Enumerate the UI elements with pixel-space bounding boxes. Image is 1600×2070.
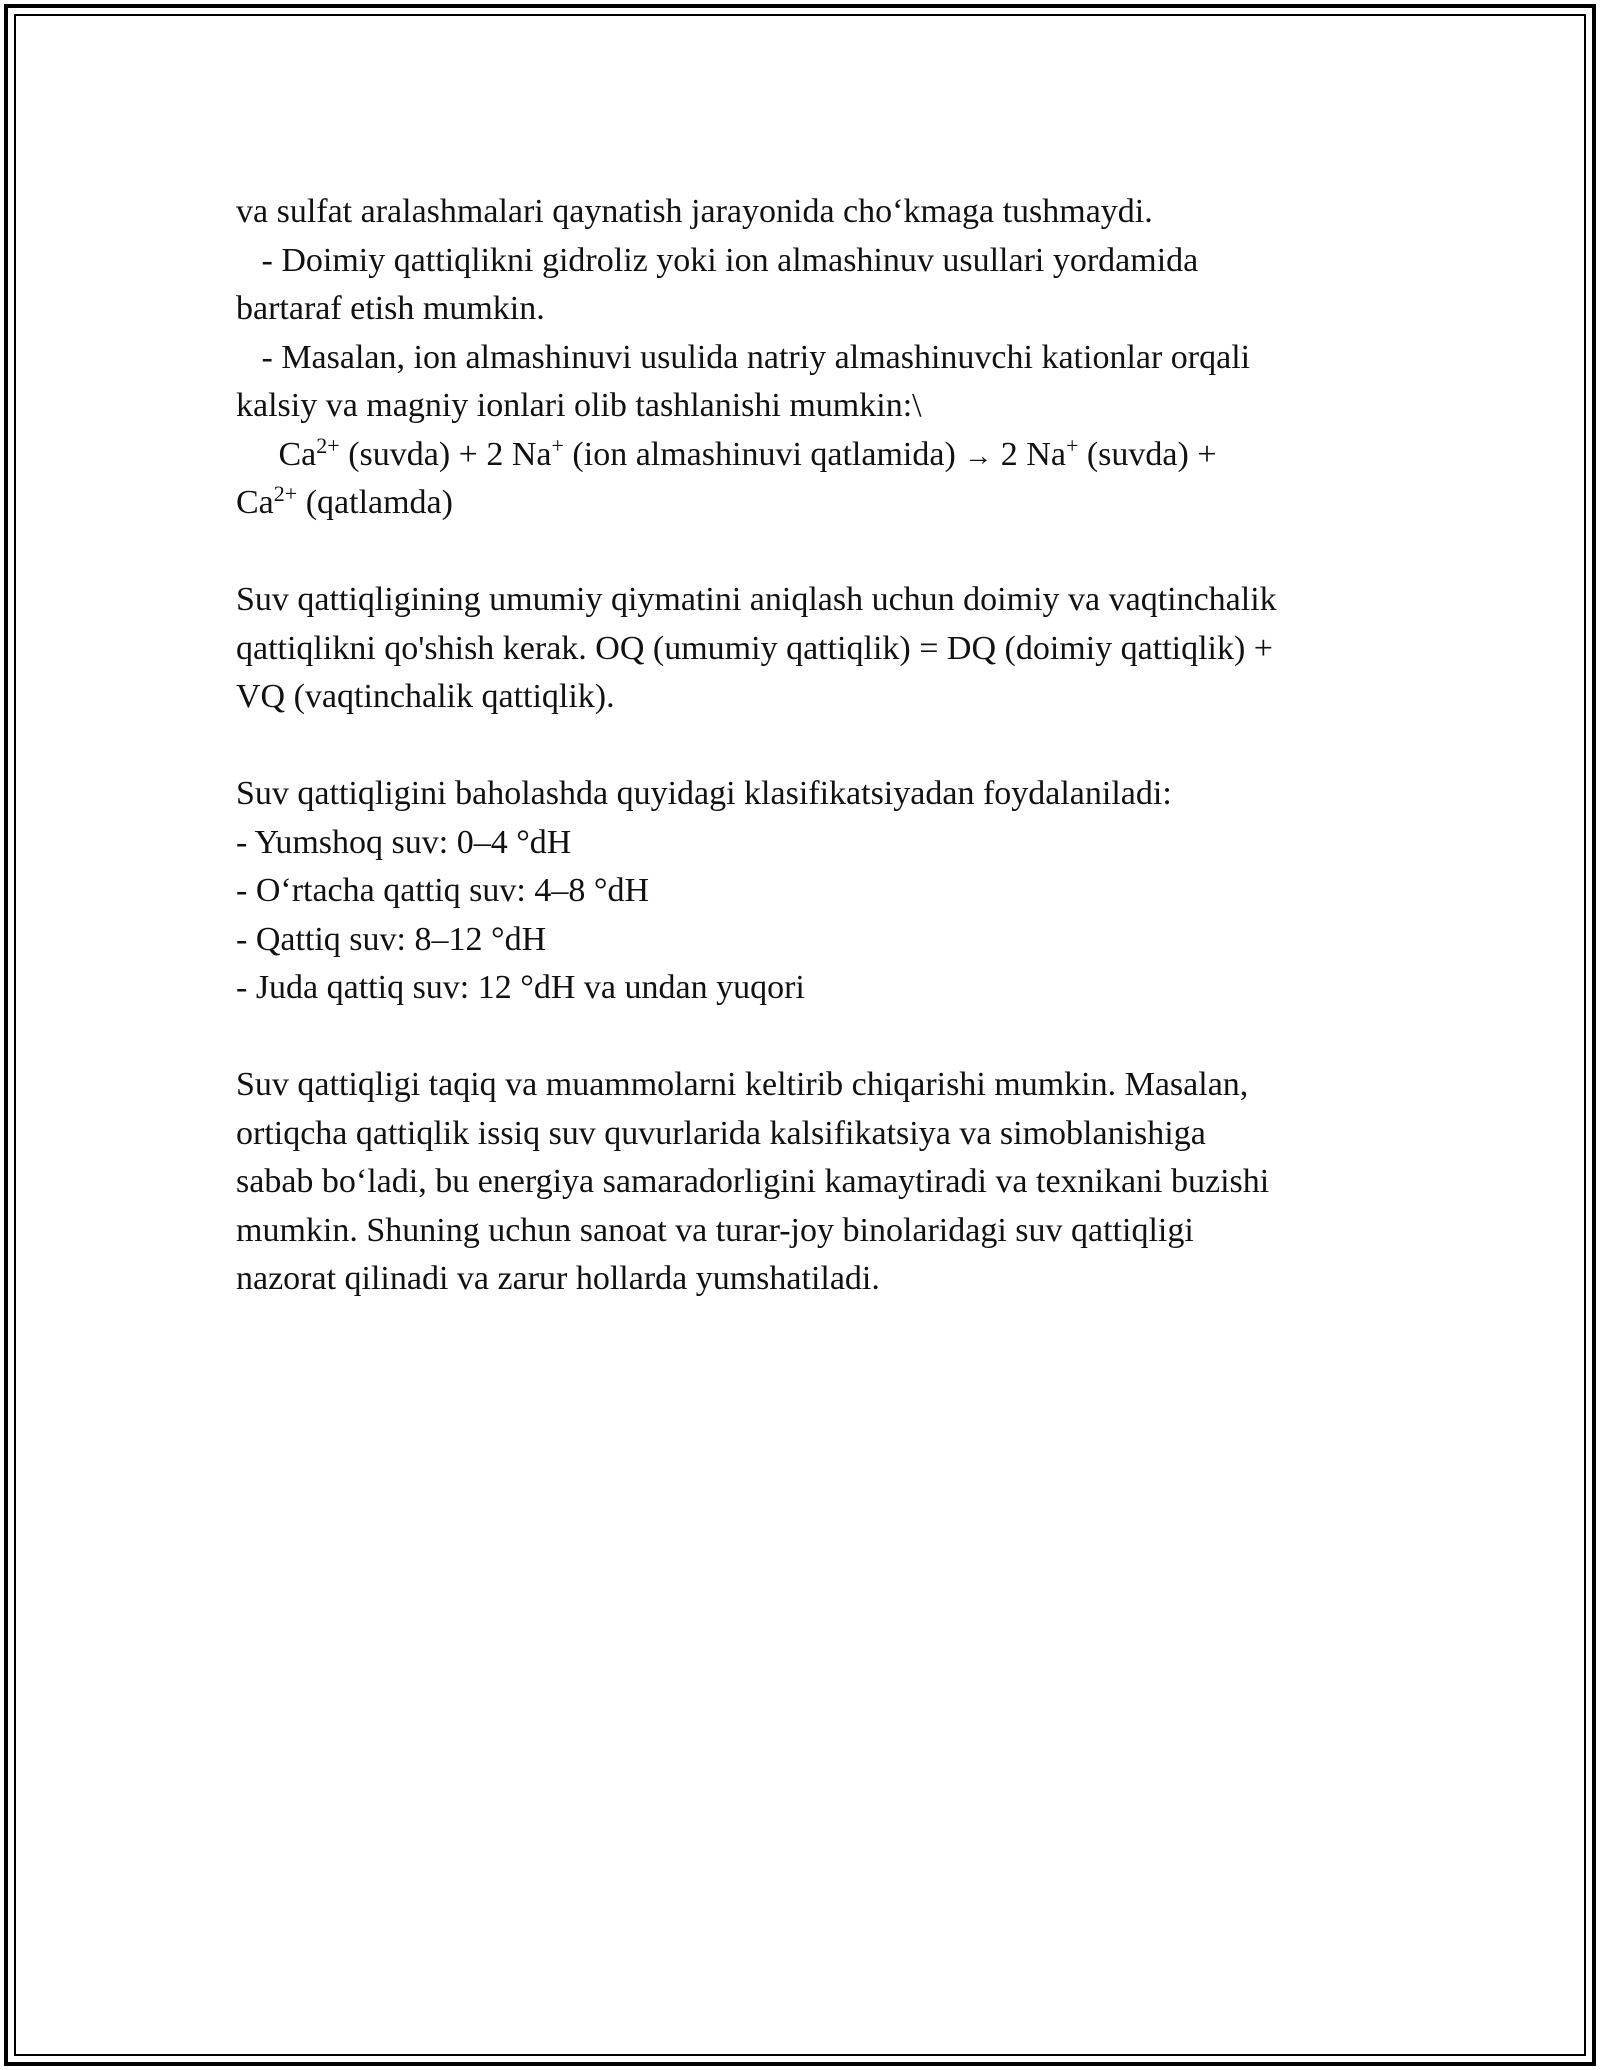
text-line: nazorat qilinadi va zarur hollarda yumshatiladi.: [236, 1260, 880, 1297]
equation-part5: (qatlamda): [297, 484, 453, 521]
text-line: Suv qattiqligi taqiq va muammolarni keltirib chiqarishi mumkin. Masalan,: [236, 1066, 1249, 1103]
equation-ca-2: Ca: [236, 484, 274, 521]
text-line: Suv qattiqligining umumiy qiymatini aniqlash uchun doimiy va vaqtinchalik: [236, 581, 1277, 618]
text-line: - Masalan, ion almashinuvi usulida natriy almashinuvchi kationlar orqali: [236, 338, 1251, 376]
text-line: sabab bo‘ladi, bu energiya samaradorligini kamaytiradi va texnikani buzishi: [236, 1163, 1270, 1200]
list-item: - Yumshoq suv: 0–4 °dH: [236, 823, 572, 861]
text-line: va sulfat aralashmalari qaynatish jarayonida cho‘kmaga tushmaydi.: [236, 193, 1153, 230]
classification-intro: Suv qattiqligini baholashda quyidagi klasifikatsiyadan foydalaniladi:: [236, 775, 1172, 812]
list-item: - Qattiq suv: 8–12 °dH: [236, 920, 547, 958]
equation-part1: (suvda) + 2 Na: [339, 435, 552, 473]
text-line: mumkin. Shuning uchun sanoat va turar-joy binolaridagi suv qattiqligi: [236, 1211, 1194, 1249]
paragraph-gap: [236, 1013, 1366, 1062]
equation-part3: 2 Na: [992, 435, 1066, 473]
equation-part4: (suvda) +: [1078, 435, 1217, 473]
text-line: - Doimiy qattiqlikni gidroliz yoki ion almashinuv usullari yordamida: [236, 241, 1199, 279]
text-line: VQ (vaqtinchalik qattiqlik).: [236, 678, 615, 715]
equation-line-2: [236, 479, 1366, 528]
equation-na-charge: +: [551, 432, 564, 458]
text-line: kalsiy va magniy ionlari olib tashlanishi mumkin:\: [236, 387, 922, 424]
equation-line-1: [236, 431, 1366, 480]
paragraph-gap: [236, 722, 1366, 771]
document-body: [236, 188, 1366, 1304]
list-item: - O‘rtacha qattiq suv: 4–8 °dH: [236, 872, 649, 909]
text-line: qattiqlikni qo'shish kerak. OQ (umumiy qattiqlik) = DQ (doimiy qattiqlik) +: [236, 629, 1273, 667]
equation-ca-charge-2: 2+: [273, 481, 298, 506]
equation-part2: (ion almashinuvi qatlamida): [563, 435, 965, 473]
equation-ca-charge: 2+: [316, 432, 340, 458]
reaction-arrow: →: [964, 440, 993, 472]
text-line: bartaraf etish mumkin.: [236, 290, 545, 327]
equation-ca: Ca: [278, 435, 317, 473]
equation-indent: [236, 436, 279, 473]
paragraph-gap: [236, 528, 1366, 577]
equation-na-charge-2: +: [1065, 432, 1079, 458]
text-line: ortiqcha qattiqlik issiq suv quvurlarida kalsifikatsiya va simoblanishiga: [236, 1114, 1206, 1152]
list-item: - Juda qattiq suv: 12 °dH va undan yuqori: [236, 969, 805, 1006]
